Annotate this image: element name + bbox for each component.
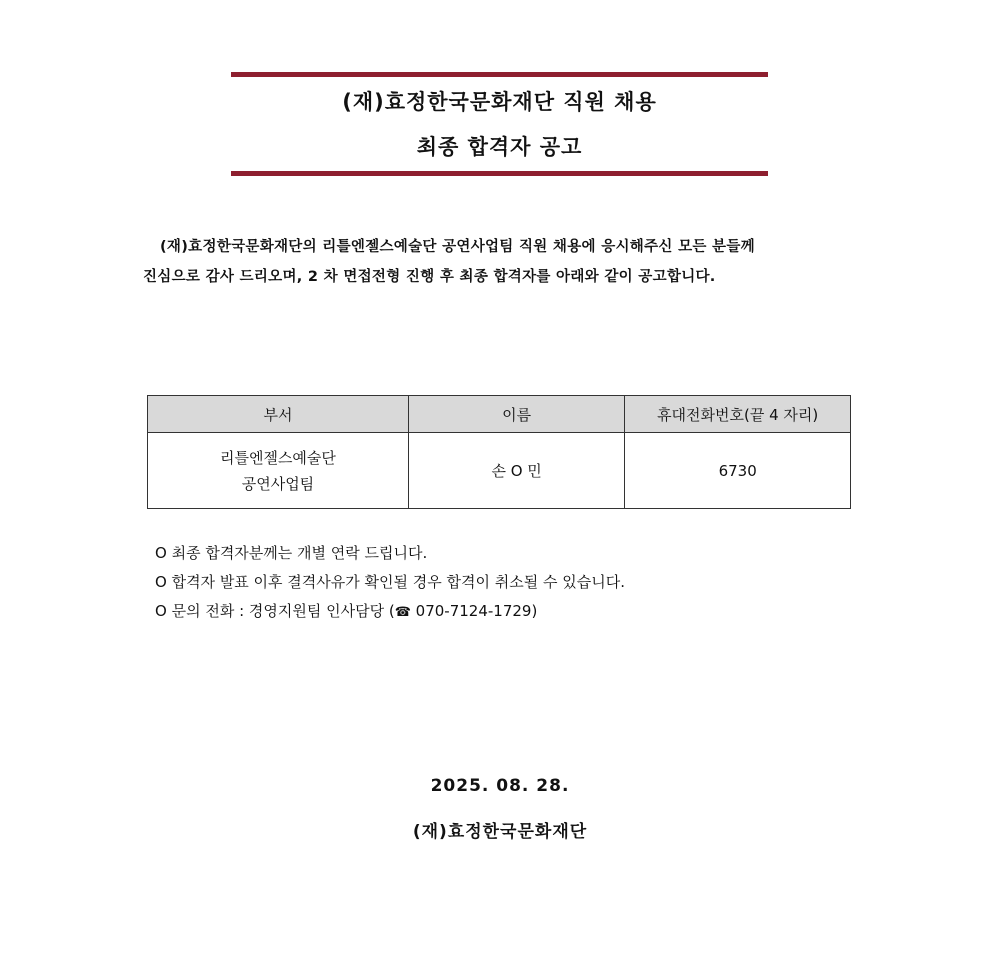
contact-phone: 070-7124-1729) [410, 602, 538, 620]
title-bottom-rule [231, 171, 768, 176]
department-line-2: 공연사업팀 [241, 474, 315, 493]
page-title: (재)효정한국문화재단 직원 채용 [342, 90, 657, 114]
header-phone: 휴대전화번호(끝 4 자리) [625, 396, 851, 433]
cell-name: 손 O 민 [408, 433, 624, 509]
list-item: O 최종 합격자분께는 개별 연락 드립니다. [155, 544, 428, 562]
table-row [148, 433, 851, 509]
announcement-date: 2025. 08. 28. [430, 776, 570, 796]
list-item: O 합격자 발표 이후 결격사유가 확인될 경우 합격이 취소될 수 있습니다. [155, 573, 625, 591]
intro-line-1: (재)효정한국문화재단의 리틀엔젤스예술단 공연사업팀 직원 채용에 응시해주신 모든 분들께 [160, 239, 755, 255]
telephone-icon: ☎ [394, 605, 411, 620]
notes-list [155, 539, 625, 627]
organization-name: (재)효정한국문화재단 [412, 822, 588, 842]
page-subtitle: 최종 합격자 공고 [416, 135, 583, 159]
header-department: 부서 [148, 396, 409, 433]
table-header-row [148, 396, 851, 433]
intro-paragraph [143, 232, 863, 292]
title-top-rule [231, 72, 768, 77]
cell-phone: 6730 [625, 433, 851, 509]
contact-prefix: O 문의 전화 : 경영지원팀 인사담당 ( [155, 602, 395, 620]
department-line-1: 리틀엔젤스예술단 [219, 448, 336, 467]
header-name: 이름 [408, 396, 624, 433]
list-item [155, 597, 625, 627]
result-table [147, 395, 851, 509]
intro-line-2: 진심으로 감사 드리오며, 2 차 면접전형 진행 후 최종 합격자를 아래와 같이 공고합니다. [143, 269, 716, 285]
cell-department [148, 433, 409, 509]
